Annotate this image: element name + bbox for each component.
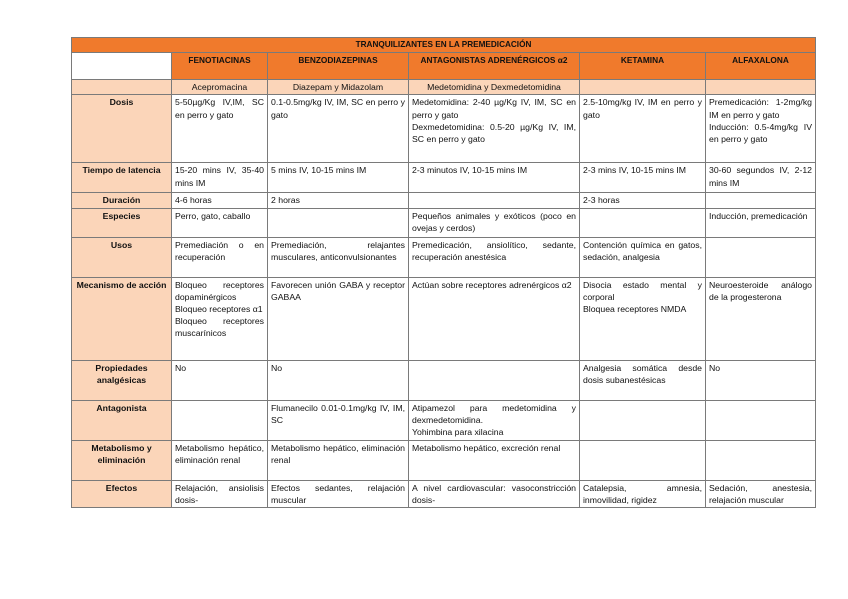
cell-paragraph: Inducción: 0.5-4mg/kg IV en perro y gato [709,121,813,145]
table-cell: Favorecen unión GABA y receptor GABAA [268,277,409,360]
row-label: Duración [72,193,172,208]
row-label: Tiempo de latencia [72,163,172,193]
table-cell [580,440,706,480]
table-cell [706,193,816,208]
table-cell: 2.5-10mg/kg IV, IM en perro y gato [580,95,706,163]
table-cell: 2-3 horas [580,193,706,208]
cell-paragraph: Bloqueo receptores dopaminérgicos [175,279,264,302]
table-row [72,193,816,208]
table-cell: Metabolismo hepático, eliminación renal [268,440,409,480]
table-cell: Sedación, anestesia, relajación muscular [706,480,816,507]
table-cell: Efectos sedantes, relajación muscular [268,480,409,507]
cell-paragraph: Disocia estado mental y corporal [583,279,702,302]
table-cell [409,400,580,440]
table-cell: Contención química en gatos, sedación, analgesia [580,237,706,277]
table-cell: No [172,360,268,400]
table-cell: No [268,360,409,400]
table-row [72,400,816,440]
column-header: FENOTIACINAS [172,53,268,80]
table-cell: 2-3 mins IV, 10-15 mins IM [580,163,706,193]
table-body [72,95,816,508]
row-label: Metabolismo y eliminación [72,440,172,480]
table-cell [409,360,580,400]
drug-subheader [580,80,706,95]
table-row [72,208,816,237]
table-cell: 30-60 segundos IV, 2-12 mins IM [706,163,816,193]
column-header: BENZODIAZEPINAS [268,53,409,80]
table-row [72,163,816,193]
table-cell: Flumanecilo 0.01-0.1mg/kg IV, IM, SC [268,400,409,440]
row-label: Propiedades analgésicas [72,360,172,400]
table-cell: Inducción, premedicación [706,208,816,237]
table-cell: 2-3 minutos IV, 10-15 mins IM [409,163,580,193]
table-cell: A nivel cardiovascular: vasoconstricción dosis- [409,480,580,507]
table-cell [409,193,580,208]
table-cell [172,277,268,360]
cell-paragraph: Bloqueo receptores α1 [175,304,263,315]
table-row [72,440,816,480]
table-cell: 4-6 horas [172,193,268,208]
table-cell [706,440,816,480]
cell-paragraph: Medetomidina: 2-40 µg/Kg IV, IM, SC en perro y gato [412,97,576,120]
table-cell: Analgesia somática desde dosis subanestésicas [580,360,706,400]
table-cell: Pequeños animales y exóticos (poco en ovejas y cerdos) [409,208,580,237]
column-header: ANTAGONISTAS ADRENÉRGICOS α2 [409,53,580,80]
table-row [72,360,816,400]
drug-subheader: Diazepam y Midazolam [268,80,409,95]
table-cell: 0.1-0.5mg/kg IV, IM, SC en perro y gato [268,95,409,163]
premedication-table [71,37,816,508]
subheader-empty-cell [72,80,172,95]
table-cell [706,95,816,163]
column-header: ALFAXALONA [706,53,816,80]
table-cell: 2 horas [268,193,409,208]
table-cell [172,400,268,440]
row-label: Usos [72,237,172,277]
row-label: Efectos [72,480,172,507]
row-label: Mecanismo de acción [72,277,172,360]
table-cell [580,208,706,237]
table-cell [580,400,706,440]
table-cell: Neuroesteroide análogo de la progesterona [706,277,816,360]
cell-paragraph: Premedicación: 1-2mg/kg IM en perro y gato [709,97,813,120]
drug-subheader: Medetomidina y Dexmedetomidina [409,80,580,95]
cell-paragraph: Yohimbina para xilacina [412,427,504,438]
table-cell [706,237,816,277]
drug-subheader [706,80,816,95]
cell-paragraph: Atipamezol para medetomidina y dexmedetomidina. [412,402,576,425]
table-cell: 5-50µg/Kg IV,IM, SC en perro y gato [172,95,268,163]
drug-subheader: Acepromacina [172,80,268,95]
cell-paragraph: Bloquea receptores NMDA [583,304,687,315]
table-cell: Relajación, ansiolisis dosis- [172,480,268,507]
cell-paragraph: Dexmedetomidina: 0.5-20 µg/Kg IV, IM, SC en perro y gato [412,121,576,145]
table-cell: 15-20 mins IV, 35-40 mins IM [172,163,268,193]
cell-paragraph: Bloqueo receptores muscarínicos [175,316,264,339]
table-cell: Premedicación, ansiolítico, sedante, recuperación anestésica [409,237,580,277]
table-cell: Catalepsia, amnesia, inmovilidad, rigidez [580,480,706,507]
table-cell [409,95,580,163]
table-cell: Premediación, relajantes musculares, anticonvulsionantes [268,237,409,277]
table-cell [706,400,816,440]
table-cell: Premediación o en recuperación [172,237,268,277]
table-title: TRANQUILIZANTES EN LA PREMEDICACIÓN [72,38,816,53]
table-row [72,95,816,163]
table-row [72,237,816,277]
table-row [72,480,816,507]
row-label: Antagonista [72,400,172,440]
header-corner-cell [72,53,172,80]
table-cell: No [706,360,816,400]
table-row [72,277,816,360]
table-cell: Metabolismo hepático, eliminación renal [172,440,268,480]
row-label: Especies [72,208,172,237]
row-label: Dosis [72,95,172,163]
table-cell: Actúan sobre receptores adrenérgicos α2 [409,277,580,360]
column-header: KETAMINA [580,53,706,80]
table-cell: Metabolismo hepático, excreción renal [409,440,580,480]
table-cell [268,208,409,237]
table-cell: Perro, gato, caballo [172,208,268,237]
table-cell: 5 mins IV, 10-15 mins IM [268,163,409,193]
table-cell [580,277,706,360]
